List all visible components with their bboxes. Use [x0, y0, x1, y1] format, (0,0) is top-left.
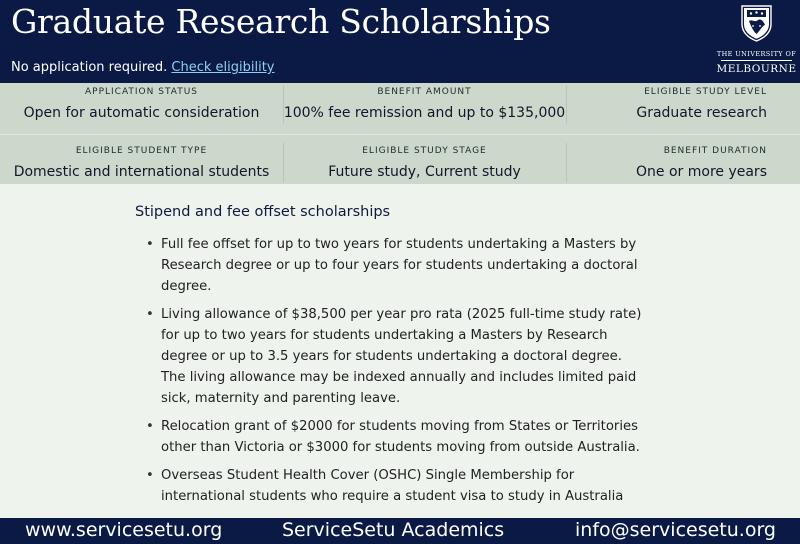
list-item: • Full fee offset for up to two years for students undertaking a Masters by Research degree or up to four years for students undertaking a doctoral degree.	[146, 234, 646, 297]
list-item: • Living allowance of $38,500 per year pro rata (2025 full-time study rate) for up to two years for students undertaking a Masters by Research degree or up to 3.5 years for students undertaking a doctoral degree. The living allowance may be indexed annually and includes limited paid sick, maternity and parenting leave.	[146, 304, 646, 409]
info-column-divider	[283, 85, 284, 124]
benefits-list	[146, 234, 646, 514]
footer-brand: ServiceSetu Academics	[282, 519, 505, 541]
info-value: Graduate research	[636, 105, 767, 121]
application-note	[11, 60, 275, 75]
logo-university-of: THE UNIVERSITY OF	[716, 50, 797, 58]
info-label: BENEFIT DURATION	[663, 146, 767, 156]
info-label: APPLICATION STATUS	[84, 87, 199, 97]
main-content	[0, 184, 800, 518]
check-eligibility-link[interactable]: Check eligibility	[171, 60, 275, 75]
info-value: 100% fee remission and up to $135,000	[283, 105, 566, 121]
section-heading: Stipend and fee offset scholarships	[135, 204, 391, 220]
footer-email[interactable]: info@servicesetu.org	[575, 519, 776, 541]
info-column-divider	[566, 143, 567, 182]
info-label: BENEFIT AMOUNT	[377, 87, 472, 97]
footer-website[interactable]: www.servicesetu.org	[25, 519, 223, 541]
info-benefit-amount	[283, 83, 566, 133]
info-value: Domestic and international students	[13, 164, 270, 180]
info-value: Open for automatic consideration	[23, 105, 260, 121]
page-header	[0, 0, 800, 83]
info-label: ELIGIBLE STUDY LEVEL	[644, 87, 767, 97]
university-crest-icon	[740, 4, 773, 42]
info-label: ELIGIBLE STUDENT TYPE	[75, 146, 208, 156]
application-note-text: No application required.	[11, 60, 168, 75]
page-title: Graduate Research Scholarships	[11, 2, 551, 41]
logo-divider	[721, 60, 792, 61]
info-column-divider	[283, 143, 284, 182]
university-logo[interactable]	[713, 0, 800, 83]
list-item: • Overseas Student Health Cover (OSHC) Single Membership for international students who require a student visa to study in Australia	[146, 465, 646, 507]
logo-melbourne: MELBOURNE	[716, 63, 797, 75]
scholarship-info-grid	[0, 83, 800, 184]
info-label: ELIGIBLE STUDY STAGE	[362, 146, 487, 156]
footer-banner	[0, 518, 800, 544]
info-value: Future study, Current study	[328, 164, 521, 180]
info-value: One or more years	[636, 164, 767, 180]
info-row-divider	[0, 134, 800, 135]
info-application-status	[0, 83, 283, 133]
info-eligible-study-level	[566, 83, 800, 133]
info-column-divider	[566, 85, 567, 124]
list-item: • Relocation grant of $2000 for students moving from States or Territories other than Victoria or $3000 for students moving from outside Australia.	[146, 416, 646, 458]
